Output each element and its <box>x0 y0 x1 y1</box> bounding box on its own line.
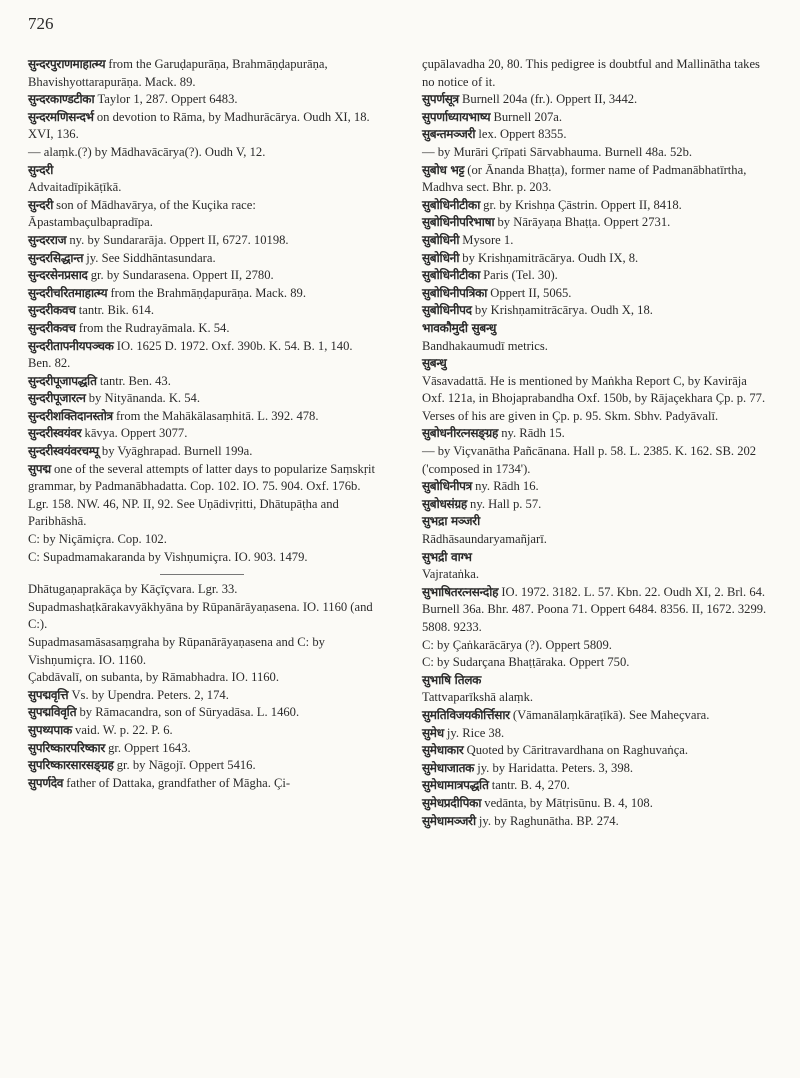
dictionary-entry <box>28 443 376 461</box>
entry-text: from the Rudrayāmala. K. 54. <box>75 320 230 335</box>
entry-headword: सुन्दरीतापनीयपञ्चक <box>28 338 114 353</box>
dictionary-entry <box>422 707 770 725</box>
entry-headword: सुमेधाजातक <box>422 760 475 775</box>
entry-headword: सुपद्मवृत्ति <box>28 687 69 702</box>
dictionary-entry <box>28 232 376 250</box>
entry-text: one of the several attempts of latter days to popularize Saṃskṛit grammar, by Padmanābhadatta. Cop. 102. IO. 75. 904. Oxf. 176b. Lgr. 158. NW. 46, NP. II, 92. See Uṇādivṛitti, Dhātupāṭha and Paribhāshā. <box>28 461 376 529</box>
entry-text: ny. Rādh 15. <box>498 426 565 441</box>
entry-text: Çabdāvalī, on subanta, by Rāmabhadra. IO. 1160. <box>28 670 279 685</box>
entry-text: jy. by Raghunātha. BP. 274. <box>475 813 619 828</box>
dictionary-entry <box>422 267 770 285</box>
entry-text: Vāsavadattā. He is mentioned by Maṅkha Report C, by Kavirāja Oxf. 121a, in Bhojaprabandha Oxf. 150b, by Rājaçekhara Çp. p. 77. Verses of his are given in Çp. p. 95. Skm. Sbhv. Padyāvalī. <box>422 373 766 423</box>
entry-text: by Nārāyaṇa Bhaṭṭa. Oppert 2731. <box>494 215 671 230</box>
section-divider <box>160 574 244 575</box>
dictionary-entry <box>28 704 376 722</box>
dictionary-entry <box>422 355 770 373</box>
dictionary-entry <box>28 461 376 531</box>
entry-headword: सुन्दरी <box>28 162 54 177</box>
dictionary-entry <box>422 91 770 109</box>
entry-text: tantr. Ben. 43. <box>96 373 171 388</box>
entry-text: ny. Rādh 16. <box>471 479 539 494</box>
entry-text: C: by Çaṅkarācārya (?). Oppert 5809. <box>422 637 612 652</box>
entry-text: gr. by Nāgojī. Oppert 5416. <box>113 758 256 773</box>
dictionary-entry <box>28 320 376 338</box>
dictionary-entry <box>28 425 376 443</box>
dictionary-entry <box>422 162 770 197</box>
entry-text: IO. 1972. 3182. L. 57. Kbn. 22. Oudh XI, 2. Brl. 64. Burnell 36a. Bhr. 487. Poona 71. Oppert 6484. 8356. II, 1672. 3299. 5808. 9233. <box>422 584 767 634</box>
entry-headword: सुन्दरमणिसन्दर्भ <box>28 109 94 124</box>
entry-text: father of Dattaka, grandfather of Māgha. Çi- <box>63 775 291 790</box>
entry-text: jy. Rice 38. <box>443 725 505 740</box>
entry-headword: सुन्दरीपूजारत्न <box>28 391 86 406</box>
entry-headword: सुमेधामात्रपद्धति <box>422 778 489 793</box>
dictionary-entry <box>28 599 376 634</box>
entry-text: — by Viçvanātha Pañcānana. Hall p. 58. L. 2385. K. 162. SB. 202 ('composed in 1734'). <box>422 444 757 476</box>
entry-text: Vs. by Upendra. Peters. 2, 174. <box>68 687 229 702</box>
entry-text: (Vāmanālaṃkāraṭīkā). See Maheçvara. <box>509 707 710 722</box>
entry-headword: सुबोधिनीपरिभाषा <box>422 215 495 230</box>
entry-headword: सुबोधिनीपत्रिका <box>422 285 488 300</box>
dictionary-entry <box>422 320 770 338</box>
entry-text: Dhātugaṇaprakāça by Kāçīçvara. Lgr. 33. <box>28 582 238 597</box>
entry-text: lex. Oppert 8355. <box>475 127 567 142</box>
entry-text: by Nityānanda. K. 54. <box>85 391 200 406</box>
entry-text: by Krishṇamitrācārya. Oudh IX, 8. <box>459 250 639 265</box>
entry-text: Mysore 1. <box>459 232 514 247</box>
dictionary-entry <box>422 285 770 303</box>
dictionary-entry <box>28 775 376 793</box>
entry-text: Oppert II, 5065. <box>487 285 572 300</box>
entry-headword: सुन्दरपुराणमाहात्म्य <box>28 57 106 71</box>
entry-headword: सुभाषितरत्नसन्दोह <box>422 584 499 599</box>
dictionary-entry <box>422 760 770 778</box>
dictionary-entry <box>28 390 376 408</box>
entry-text: IO. 1625 D. 1972. Oxf. 390b. K. 54. B. 1, 140. Ben. 82. <box>28 338 353 371</box>
dictionary-entry <box>422 813 770 831</box>
entry-text: from the Garuḍapurāṇa, Brahmāṇḍapurāṇa, Bhavishyottarapurāṇa. Mack. 89. <box>28 57 328 89</box>
dictionary-entry <box>28 408 376 426</box>
entry-headword: सुबोधिनीपत्र <box>422 479 472 494</box>
dictionary-entry <box>28 56 376 91</box>
entry-headword: सुन्दरीस्वयंवर <box>28 426 82 441</box>
entry-headword: सुन्दरीकवच <box>28 320 76 335</box>
entry-text: son of Mādhavārya, of the Kuçika race: Āpastambaçulbapradīpa. <box>28 197 256 230</box>
entry-headword: सुपरिष्कारसारसङ्ग्रह <box>28 758 114 773</box>
entry-text: Supadmasamāsasaṃgraha by Rūpanārāyaṇasena and C: by Vishṇumiçra. IO. 1160. <box>28 635 325 667</box>
dictionary-entry <box>422 795 770 813</box>
entry-headword: सुपरिष्कारपरिष्कार <box>28 740 105 755</box>
entry-text: gr. by Krishṇa Çāstrin. Oppert II, 8418. <box>480 197 682 212</box>
dictionary-entry <box>28 722 376 740</box>
entry-headword: सुमेधप्रदीपिका <box>422 795 482 810</box>
entry-text: Vajrataṅka. <box>422 567 479 582</box>
entry-text: C: Supadmamakaranda by Vishṇumiçra. IO. 903. 1479. <box>28 549 308 564</box>
entry-text: Burnell 207a. <box>490 109 563 124</box>
entry-text: from the Brahmāṇḍapurāṇa. Mack. 89. <box>107 285 306 300</box>
dictionary-entry <box>422 338 770 356</box>
entry-text: vedānta, by Mātṛisūnu. B. 4, 108. <box>481 795 653 810</box>
entry-headword: सुमेधाकार <box>422 743 464 758</box>
entry-text: vaid. W. p. 22. P. 6. <box>71 722 173 737</box>
dictionary-entry <box>28 197 376 232</box>
left-column <box>28 56 376 792</box>
dictionary-entry <box>422 672 770 690</box>
dictionary-entry <box>422 373 770 426</box>
dictionary-entry <box>28 144 376 162</box>
entry-text: by Krishṇamitrācārya. Oudh X, 18. <box>471 303 653 318</box>
entry-text: gr. Oppert 1643. <box>104 740 191 755</box>
entry-headword: सुन्दरीस्वयंवरचम्पू <box>28 444 99 459</box>
entry-headword: सुबोधसंग्रह <box>422 496 467 511</box>
entry-headword: भावकौमुदी सुबन्धु <box>422 320 497 335</box>
dictionary-entry <box>28 285 376 303</box>
entry-text: C: by Niçāmiçra. Cop. 102. <box>28 532 167 547</box>
entry-text: Tattvaparīkshā alaṃk. <box>422 690 534 705</box>
entry-text: (or Ānanda Bhaṭṭa), former name of Padmanābhatīrtha, Madhva sect. Bhr. p. 203. <box>422 162 747 195</box>
entry-text: ny. by Sundararāja. Oppert II, 6727. 10198. <box>66 232 289 247</box>
entry-text: tantr. Bik. 614. <box>75 303 154 318</box>
dictionary-entry <box>422 584 770 637</box>
dictionary-entry <box>28 740 376 758</box>
entry-headword: सुपथ्यपाक <box>28 722 72 737</box>
dictionary-entry <box>28 162 376 180</box>
dictionary-entry <box>28 302 376 320</box>
entry-text: Taylor 1, 287. Oppert 6483. <box>94 92 238 107</box>
entry-headword: सुमेध <box>422 725 444 740</box>
entry-text: Rādhāsaundaryamañjarī. <box>422 532 547 547</box>
dictionary-entry <box>28 250 376 268</box>
entry-headword: सुबन्तमञ्जरी <box>422 127 476 142</box>
dictionary-entry <box>422 513 770 531</box>
entry-headword: सुपर्णसूत्र <box>422 92 459 107</box>
dictionary-entry <box>28 634 376 669</box>
entry-text: ny. Hall p. 57. <box>466 496 542 511</box>
dictionary-entry <box>422 56 770 91</box>
dictionary-entry <box>422 425 770 443</box>
dictionary-entry <box>422 549 770 567</box>
entry-headword: सुन्दरकाण्डटीका <box>28 92 95 107</box>
entry-text: from the Mahākālasaṃhitā. L. 392. 478. <box>112 408 319 423</box>
entry-headword: सुपर्णदेव <box>28 775 64 790</box>
entry-text: Burnell 204a (fr.). Oppert II, 3442. <box>458 92 638 107</box>
dictionary-entry <box>28 179 376 197</box>
entry-text: kāvya. Oppert 3077. <box>81 426 188 441</box>
entry-headword: सुभाषि तिलक <box>422 672 482 687</box>
dictionary-entry <box>28 373 376 391</box>
dictionary-entry <box>28 757 376 775</box>
entry-headword: सुन्दरीशक्तिदानस्तोत्र <box>28 408 113 423</box>
entry-text: jy. See Siddhāntasundara. <box>83 250 216 265</box>
dictionary-entry <box>28 687 376 705</box>
entry-text: C: by Sudarçana Bhaṭṭāraka. Oppert 750. <box>422 655 630 670</box>
entry-headword: सुबोधिनीटीका <box>422 268 481 283</box>
entry-headword: सुबोधिनी <box>422 250 460 265</box>
entry-headword: सुभद्रा मञ्जरी <box>422 514 480 529</box>
dictionary-entry <box>28 338 376 373</box>
entry-headword: सुन्दरीपूजापद्धति <box>28 373 97 388</box>
dictionary-entry <box>422 109 770 127</box>
entry-headword: सुपद्म <box>28 461 51 476</box>
entry-headword: सुबन्धु <box>422 356 447 371</box>
entry-headword: सुमतिविजयकीर्त्तिसार <box>422 707 510 722</box>
dictionary-entry <box>28 91 376 109</box>
dictionary-entry <box>28 669 376 687</box>
dictionary-entry <box>422 126 770 144</box>
right-column <box>422 56 770 830</box>
entry-text: Paris (Tel. 30). <box>480 268 558 283</box>
entry-headword: सुभद्री वाग्भ <box>422 549 472 564</box>
dictionary-entry <box>28 549 376 567</box>
entry-headword: सुन्दरीचरितमाहात्म्य <box>28 285 108 300</box>
dictionary-entry <box>422 197 770 215</box>
dictionary-entry <box>422 214 770 232</box>
entry-headword: सुन्दरराज <box>28 232 67 247</box>
entry-text: Bandhakaumudī metrics. <box>422 338 548 353</box>
page-number: 726 <box>28 14 54 33</box>
entry-headword: सुन्दरी <box>28 197 54 212</box>
dictionary-entry <box>422 725 770 743</box>
dictionary-entry <box>422 443 770 478</box>
dictionary-entry <box>422 302 770 320</box>
entry-headword: सुबोधिनी <box>422 232 460 247</box>
dictionary-entry <box>422 531 770 549</box>
dictionary-entry <box>422 777 770 795</box>
dictionary-entry <box>422 654 770 672</box>
entry-text: Quoted by Cāritravardhana on Raghuvaṅça. <box>463 743 689 758</box>
entry-text: — by Murāri Çrīpati Sārvabhauma. Burnell 48a. 52b. <box>422 144 693 159</box>
entry-headword: सुबोधिनीटीका <box>422 197 481 212</box>
dictionary-entry <box>422 144 770 162</box>
entry-text: — alaṃk.(?) by Mādhavācārya(?). Oudh V, 12. <box>28 144 266 159</box>
entry-text: tantr. B. 4, 270. <box>488 778 570 793</box>
dictionary-entry <box>422 742 770 760</box>
dictionary-entry <box>28 531 376 549</box>
dictionary-entry <box>422 637 770 655</box>
entry-headword: सुन्दरसेनप्रसाद <box>28 268 88 283</box>
dictionary-entry <box>422 478 770 496</box>
entry-headword: सुपद्मविवृति <box>28 705 77 720</box>
entry-text: Advaitadīpikāṭīkā. <box>28 180 122 195</box>
dictionary-entry <box>28 109 376 144</box>
entry-headword: सुबोधिनीपद <box>422 303 472 318</box>
dictionary-entry <box>422 232 770 250</box>
dictionary-entry <box>422 496 770 514</box>
entry-text: jy. by Haridatta. Peters. 3, 398. <box>474 760 634 775</box>
dictionary-entry <box>422 250 770 268</box>
dictionary-entry <box>422 689 770 707</box>
dictionary-entry <box>28 267 376 285</box>
entry-text: Supadmashaṭkārakavyākhyāna by Rūpanārāyaṇasena. IO. 1160 (and C:). <box>28 599 373 632</box>
entry-headword: सुपर्णाध्यायभाष्य <box>422 109 491 124</box>
entry-headword: सुन्दरसिद्धान्त <box>28 250 84 265</box>
entry-text: by Rāmacandra, son of Sūryadāsa. L. 1460. <box>76 705 300 720</box>
entry-text: çupālavadha 20, 80. This pedigree is doubtful and Mallinātha takes no notice of it. <box>422 57 760 89</box>
entry-text: gr. by Sundarasena. Oppert II, 2780. <box>87 268 274 283</box>
entry-headword: सुबोध भट्ट <box>422 162 465 177</box>
entry-text: on devotion to Rāma, by Madhurācārya. Oudh XI, 18. XVI, 136. <box>28 109 370 142</box>
entry-headword: सुन्दरीकवच <box>28 303 76 318</box>
entry-headword: सुमेधामञ्जरी <box>422 813 476 828</box>
entry-headword: सुबोधनीरत्नसङ्ग्रह <box>422 426 499 441</box>
dictionary-entry <box>28 581 376 599</box>
dictionary-entry <box>422 566 770 584</box>
entry-text: by Vyāghrapad. Burnell 199a. <box>98 444 253 459</box>
